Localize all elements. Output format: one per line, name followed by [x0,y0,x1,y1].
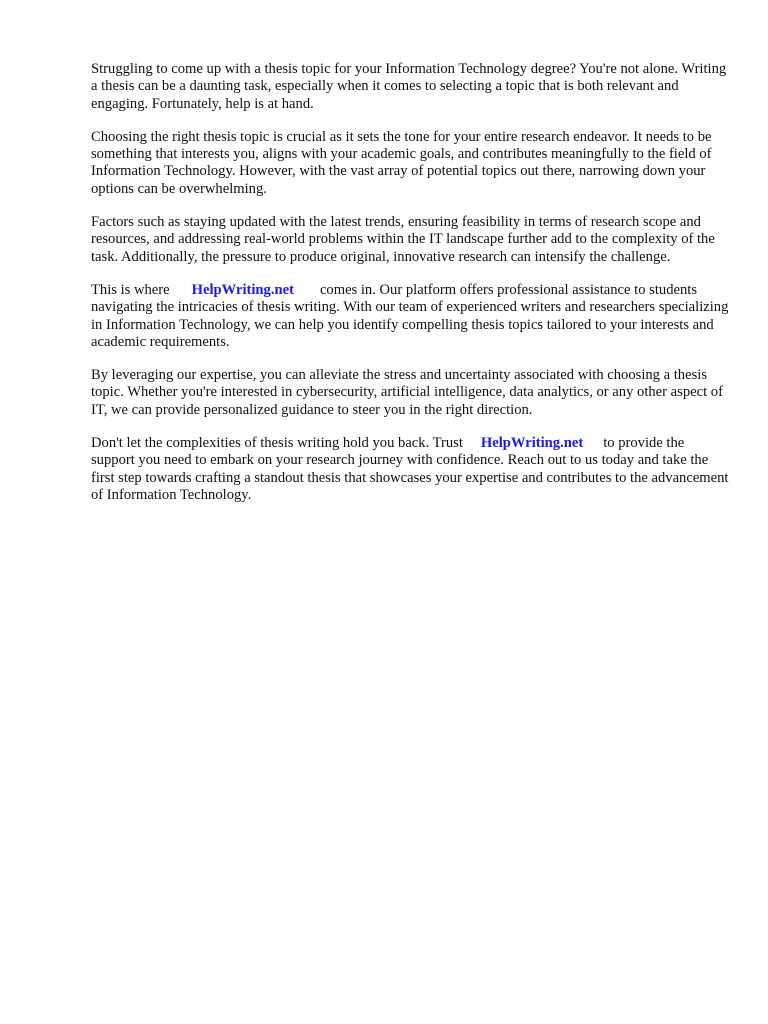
paragraph-cta-rest: to provide the support you need to embark on your research journey with confidence. Reach out to us today and take the first step towards crafting a standout thesis that showcases your expertise and contributes to the advancement of Information Technology. [91,435,729,503]
document-body [91,61,731,520]
helpwriting-link-cta[interactable]: HelpWriting.net [480,435,584,452]
paragraph-platform-lead: This is where [91,281,170,298]
paragraph-call-to-action [91,435,731,504]
helpwriting-link[interactable]: HelpWriting.net [191,281,294,298]
paragraph-factors: Factors such as staying updated with the latest trends, ensuring feasibility in terms of research scope and resources, and addressing real-world problems within the IT landscape further add to the complexity of the task. Additionally, the pressure to produce original, innovative research can intensify the challenge. [91,214,715,265]
paragraph-platform-rest: comes in. Our platform offers professional assistance to students navigating the intricacies of thesis writing. With our team of experienced writers and researchers specializing in Information Technology, we can help you identify compelling thesis topics tailored to your interests and academic requirements. [91,281,729,350]
paragraph-intro: Struggling to come up with a thesis topic for your Information Technology degree? You're not alone. Writing a thesis can be a daunting task, especially when it comes to selecting a topic that is both relevant and engaging. Fortunately, help is at hand. [91,61,727,112]
paragraph-choosing-topic: Choosing the right thesis topic is crucial as it sets the tone for your entire research endeavor. It needs to be something that interests you, aligns with your academic goals, and contributes meaningfully to the field of Information Technology. However, with the vast array of potential topics out there, narrowing down your options can be overwhelming. [91,128,712,197]
paragraph-platform [91,282,731,351]
paragraph-cta-lead: Don't let the complexities of thesis writing hold you back. Trust [91,435,463,452]
paragraph-expertise: By leveraging our expertise, you can alleviate the stress and uncertainty associated with choosing a thesis topic. Whether you're interested in cybersecurity, artificial intelligence, data analytics, or any other aspect of IT, we can provide personalized guidance to steer you in the right direction. [91,367,723,418]
